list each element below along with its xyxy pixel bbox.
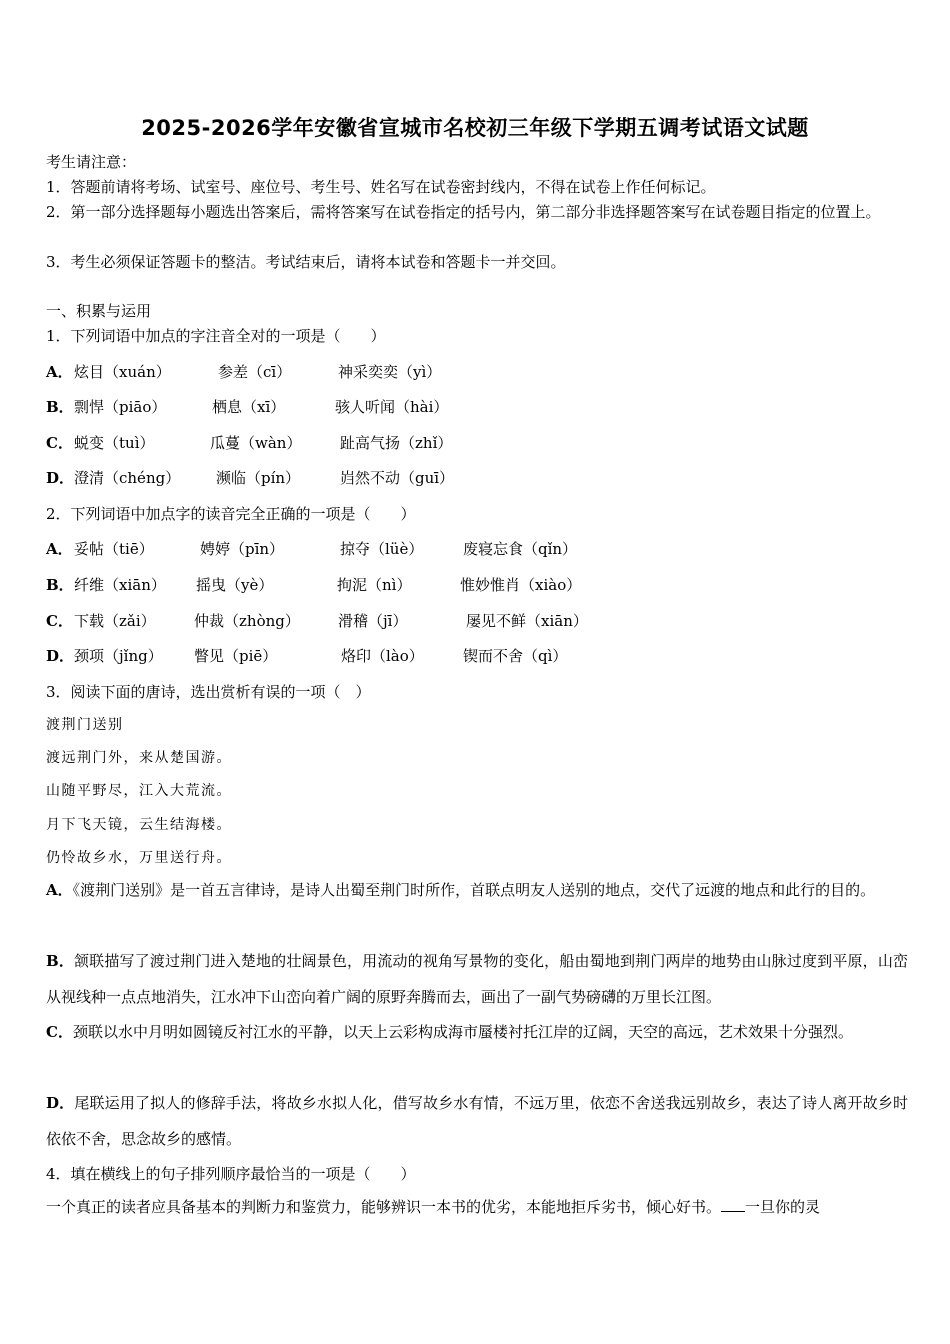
option-item: 神采奕奕（yì） — [338, 363, 442, 381]
option-item: 摇曳（yè） — [196, 576, 274, 594]
q3-stem: 3．阅读下面的唐诗，选出赏析有误的一项（ ） — [46, 683, 371, 701]
option-item: 趾高气扬（zhǐ） — [340, 434, 453, 452]
option-label: D． — [46, 1094, 75, 1112]
option-label: B． — [46, 398, 74, 416]
poem-line-4: 仍怜故乡水，万里送行舟。 — [46, 850, 232, 866]
option-text: 《渡荆门送别》是一首五言律诗，是诗人出蜀至荆门时所作，首联点明友人送别的地点，交代了远渡的地点和此行的目的。 — [72, 881, 876, 899]
poem-line-3: 月下飞天镜，云生结海楼。 — [46, 817, 232, 833]
option-item: 颈项（jǐng） — [74, 647, 163, 665]
q3-option-c — [46, 1014, 908, 1050]
poem-line-2: 山随平野尽，江入大荒流。 — [46, 783, 232, 799]
option-label: C． — [46, 434, 73, 452]
q2-stem: 2．下列词语中加点字的读音完全正确的一项是（ ） — [46, 505, 416, 523]
option-item: 下载（zǎi） — [74, 612, 156, 630]
option-label: B． — [46, 952, 75, 970]
option-text: 颈联以水中月明如圆镜反衬江水的平静，以天上云彩构成海市蜃楼衬托江岸的辽阔，天空的高远，艺术效果十分强烈。 — [72, 1023, 853, 1041]
option-item: 澄清（chéng） — [74, 469, 181, 487]
option-item: 参差（cī） — [218, 363, 292, 381]
fill-blank — [721, 1197, 745, 1212]
option-item: 惟妙惟肖（xiào） — [460, 576, 582, 594]
option-item: 滑稽（jī） — [338, 612, 408, 630]
poem-title: 渡荆门送别 — [46, 717, 124, 733]
option-item: 蜕变（tuì） — [74, 434, 155, 452]
q3-option-a — [46, 872, 908, 908]
exam-title: 2025-2026学年安徽省宣城市名校初三年级下学期五调考试语文试题 — [141, 116, 809, 140]
option-item: 濒临（pín） — [216, 469, 301, 487]
option-item: 拘泥（nì） — [337, 576, 412, 594]
option-text: 颔联描写了渡过荆门进入楚地的壮阔景色，用流动的视角写景物的变化，船由蜀地到荆门两岸的地势由山脉过度到平原，山峦从视线种一点点地消失，江水冲下山峦向着广阔的原野奔腾而去，画出了一副气势磅礴的万里长江图。 — [46, 952, 908, 1006]
option-item: 烙印（lào） — [341, 647, 424, 665]
option-item: 纤维（xiān） — [74, 576, 166, 594]
section-heading: 一、积累与运用 — [46, 302, 152, 320]
option-label: C． — [46, 612, 73, 630]
notice-heading: 考生请注意： — [46, 153, 137, 171]
q4-stem: 4．填在横线上的句子排列顺序最恰当的一项是（ ） — [46, 1165, 416, 1183]
option-item: 栖息（xī） — [212, 398, 286, 416]
q3-option-d — [46, 1085, 908, 1157]
option-item: 屡见不鲜（xiān） — [466, 612, 588, 630]
option-item: 瞥见（piē） — [194, 647, 278, 665]
option-item: 骇人听闻（hài） — [335, 398, 449, 416]
option-item: 废寝忘食（qǐn） — [463, 540, 578, 558]
notice-item-1: 1．答题前请将考场、试室号、座位号、考生号、姓名写在试卷密封线内，不得在试卷上作任何标记。 — [46, 178, 716, 196]
q3-option-b — [46, 943, 908, 1015]
option-label: D． — [46, 647, 75, 665]
q1-stem: 1．下列词语中加点的字注音全对的一项是（ ） — [46, 327, 386, 345]
passage-text: 一个真正的读者应具备基本的判断力和鉴赏力，能够辨识一本书的优劣，本能地拒斥劣书，倾心好书。 — [46, 1198, 722, 1216]
option-item: 妥帖（tiē） — [74, 540, 154, 558]
option-item: 仲裁（zhòng） — [194, 612, 300, 630]
notice-item-2: 2．第一部分选择题每小题选出答案后，需将答案写在试卷指定的括号内，第二部分非选择题答案写在试卷题目指定的位置上。 — [46, 203, 881, 221]
q4-passage — [46, 1197, 820, 1217]
option-item: 岿然不动（guī） — [340, 469, 455, 487]
option-item: 娉婷（pīn） — [200, 540, 285, 558]
option-label: D． — [46, 469, 75, 487]
option-item: 锲而不舍（qì） — [463, 647, 568, 665]
option-item: 剽悍（piāo） — [74, 398, 167, 416]
poem-line-1: 渡远荆门外，来从楚国游。 — [46, 750, 232, 766]
option-item: 瓜蔓（wàn） — [210, 434, 302, 452]
option-label: A． — [46, 363, 73, 381]
option-label: A． — [46, 881, 73, 899]
option-label: B． — [46, 576, 74, 594]
passage-text: 一旦你的灵 — [745, 1198, 821, 1216]
option-item: 掠夺（lüè） — [340, 540, 424, 558]
option-label: A． — [46, 540, 73, 558]
option-text: 尾联运用了拟人的修辞手法，将故乡水拟人化，借写故乡水有情，不远万里，依恋不舍送我远别故乡，表达了诗人离开故乡时依依不舍，思念故乡的感情。 — [46, 1094, 908, 1148]
option-label: C． — [46, 1023, 73, 1041]
notice-item-3: 3．考生必须保证答题卡的整洁。考试结束后，请将本试卷和答题卡一并交回。 — [46, 253, 566, 271]
option-item: 炫目（xuán） — [74, 363, 171, 381]
